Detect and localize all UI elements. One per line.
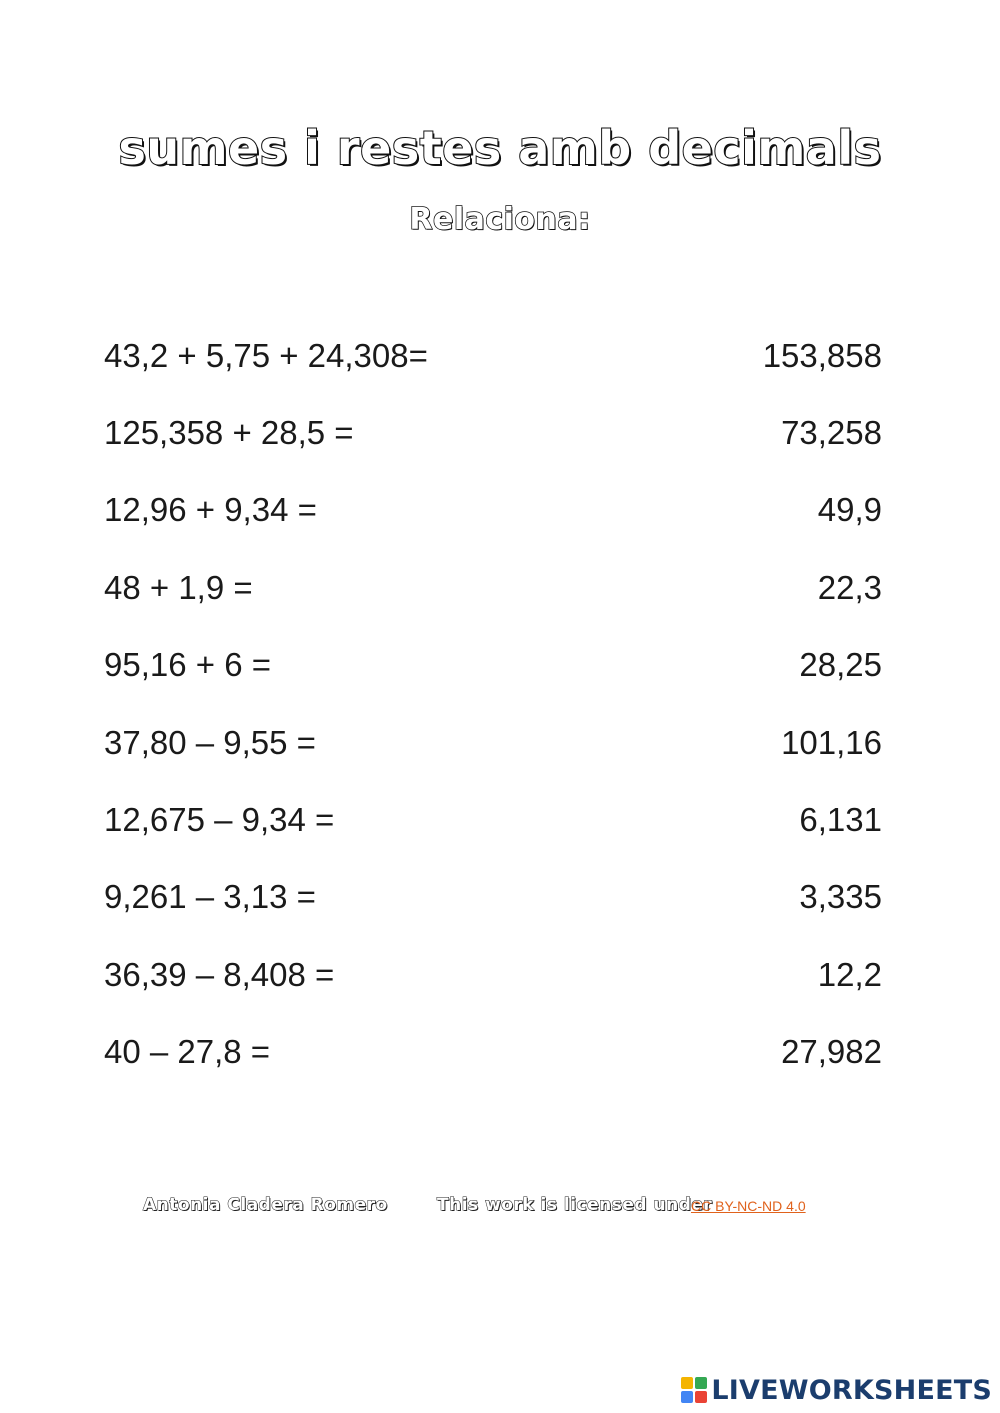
match-row — [104, 627, 882, 704]
result-text[interactable]: 12,2 — [817, 955, 882, 993]
author-name: Antonia Cladera Romero — [143, 1195, 388, 1215]
footer — [0, 1193, 1000, 1219]
license-link[interactable]: CC BY-NC-ND 4.0 — [691, 1198, 806, 1214]
operation-text[interactable]: 12,96 + 9,34 = — [104, 491, 317, 529]
result-text[interactable]: 153,858 — [762, 336, 882, 374]
match-row — [104, 936, 882, 1013]
brand-name: LIVEWORKSHEETS — [711, 1374, 992, 1406]
operation-text[interactable]: 125,358 + 28,5 = — [104, 414, 354, 452]
worksheet-subtitle: Relaciona: — [409, 202, 591, 237]
match-row — [104, 549, 882, 626]
result-text[interactable]: 22,3 — [817, 568, 882, 606]
operation-text[interactable]: 43,2 + 5,75 + 24,308= — [104, 336, 428, 374]
match-row — [104, 472, 882, 549]
match-row — [104, 394, 882, 471]
operation-text[interactable]: 48 + 1,9 = — [104, 568, 253, 606]
operation-text[interactable]: 40 – 27,8 = — [104, 1033, 271, 1071]
liveworksheets-logo-icon — [681, 1377, 707, 1403]
result-text[interactable]: 6,131 — [799, 801, 882, 839]
match-row — [104, 781, 882, 858]
result-text[interactable]: 73,258 — [781, 414, 882, 452]
operation-text[interactable]: 95,16 + 6 = — [104, 646, 271, 684]
match-row — [104, 317, 882, 394]
result-text[interactable]: 101,16 — [781, 723, 882, 761]
result-text[interactable]: 49,9 — [817, 491, 882, 529]
operation-text[interactable]: 37,80 – 9,55 = — [104, 723, 316, 761]
liveworksheets-logo — [681, 1373, 992, 1407]
result-text[interactable]: 28,25 — [799, 646, 882, 684]
worksheet-title: sumes i restes amb decimals — [118, 121, 882, 175]
license-text: This work is licensed under — [437, 1195, 713, 1215]
match-row — [104, 1014, 882, 1091]
match-rows — [104, 317, 882, 1091]
match-row — [104, 704, 882, 781]
operation-text[interactable]: 36,39 – 8,408 = — [104, 955, 335, 993]
result-text[interactable]: 3,335 — [799, 878, 882, 916]
match-row — [104, 859, 882, 936]
operation-text[interactable]: 9,261 – 3,13 = — [104, 878, 316, 916]
result-text[interactable]: 27,982 — [781, 1033, 882, 1071]
operation-text[interactable]: 12,675 – 9,34 = — [104, 801, 335, 839]
